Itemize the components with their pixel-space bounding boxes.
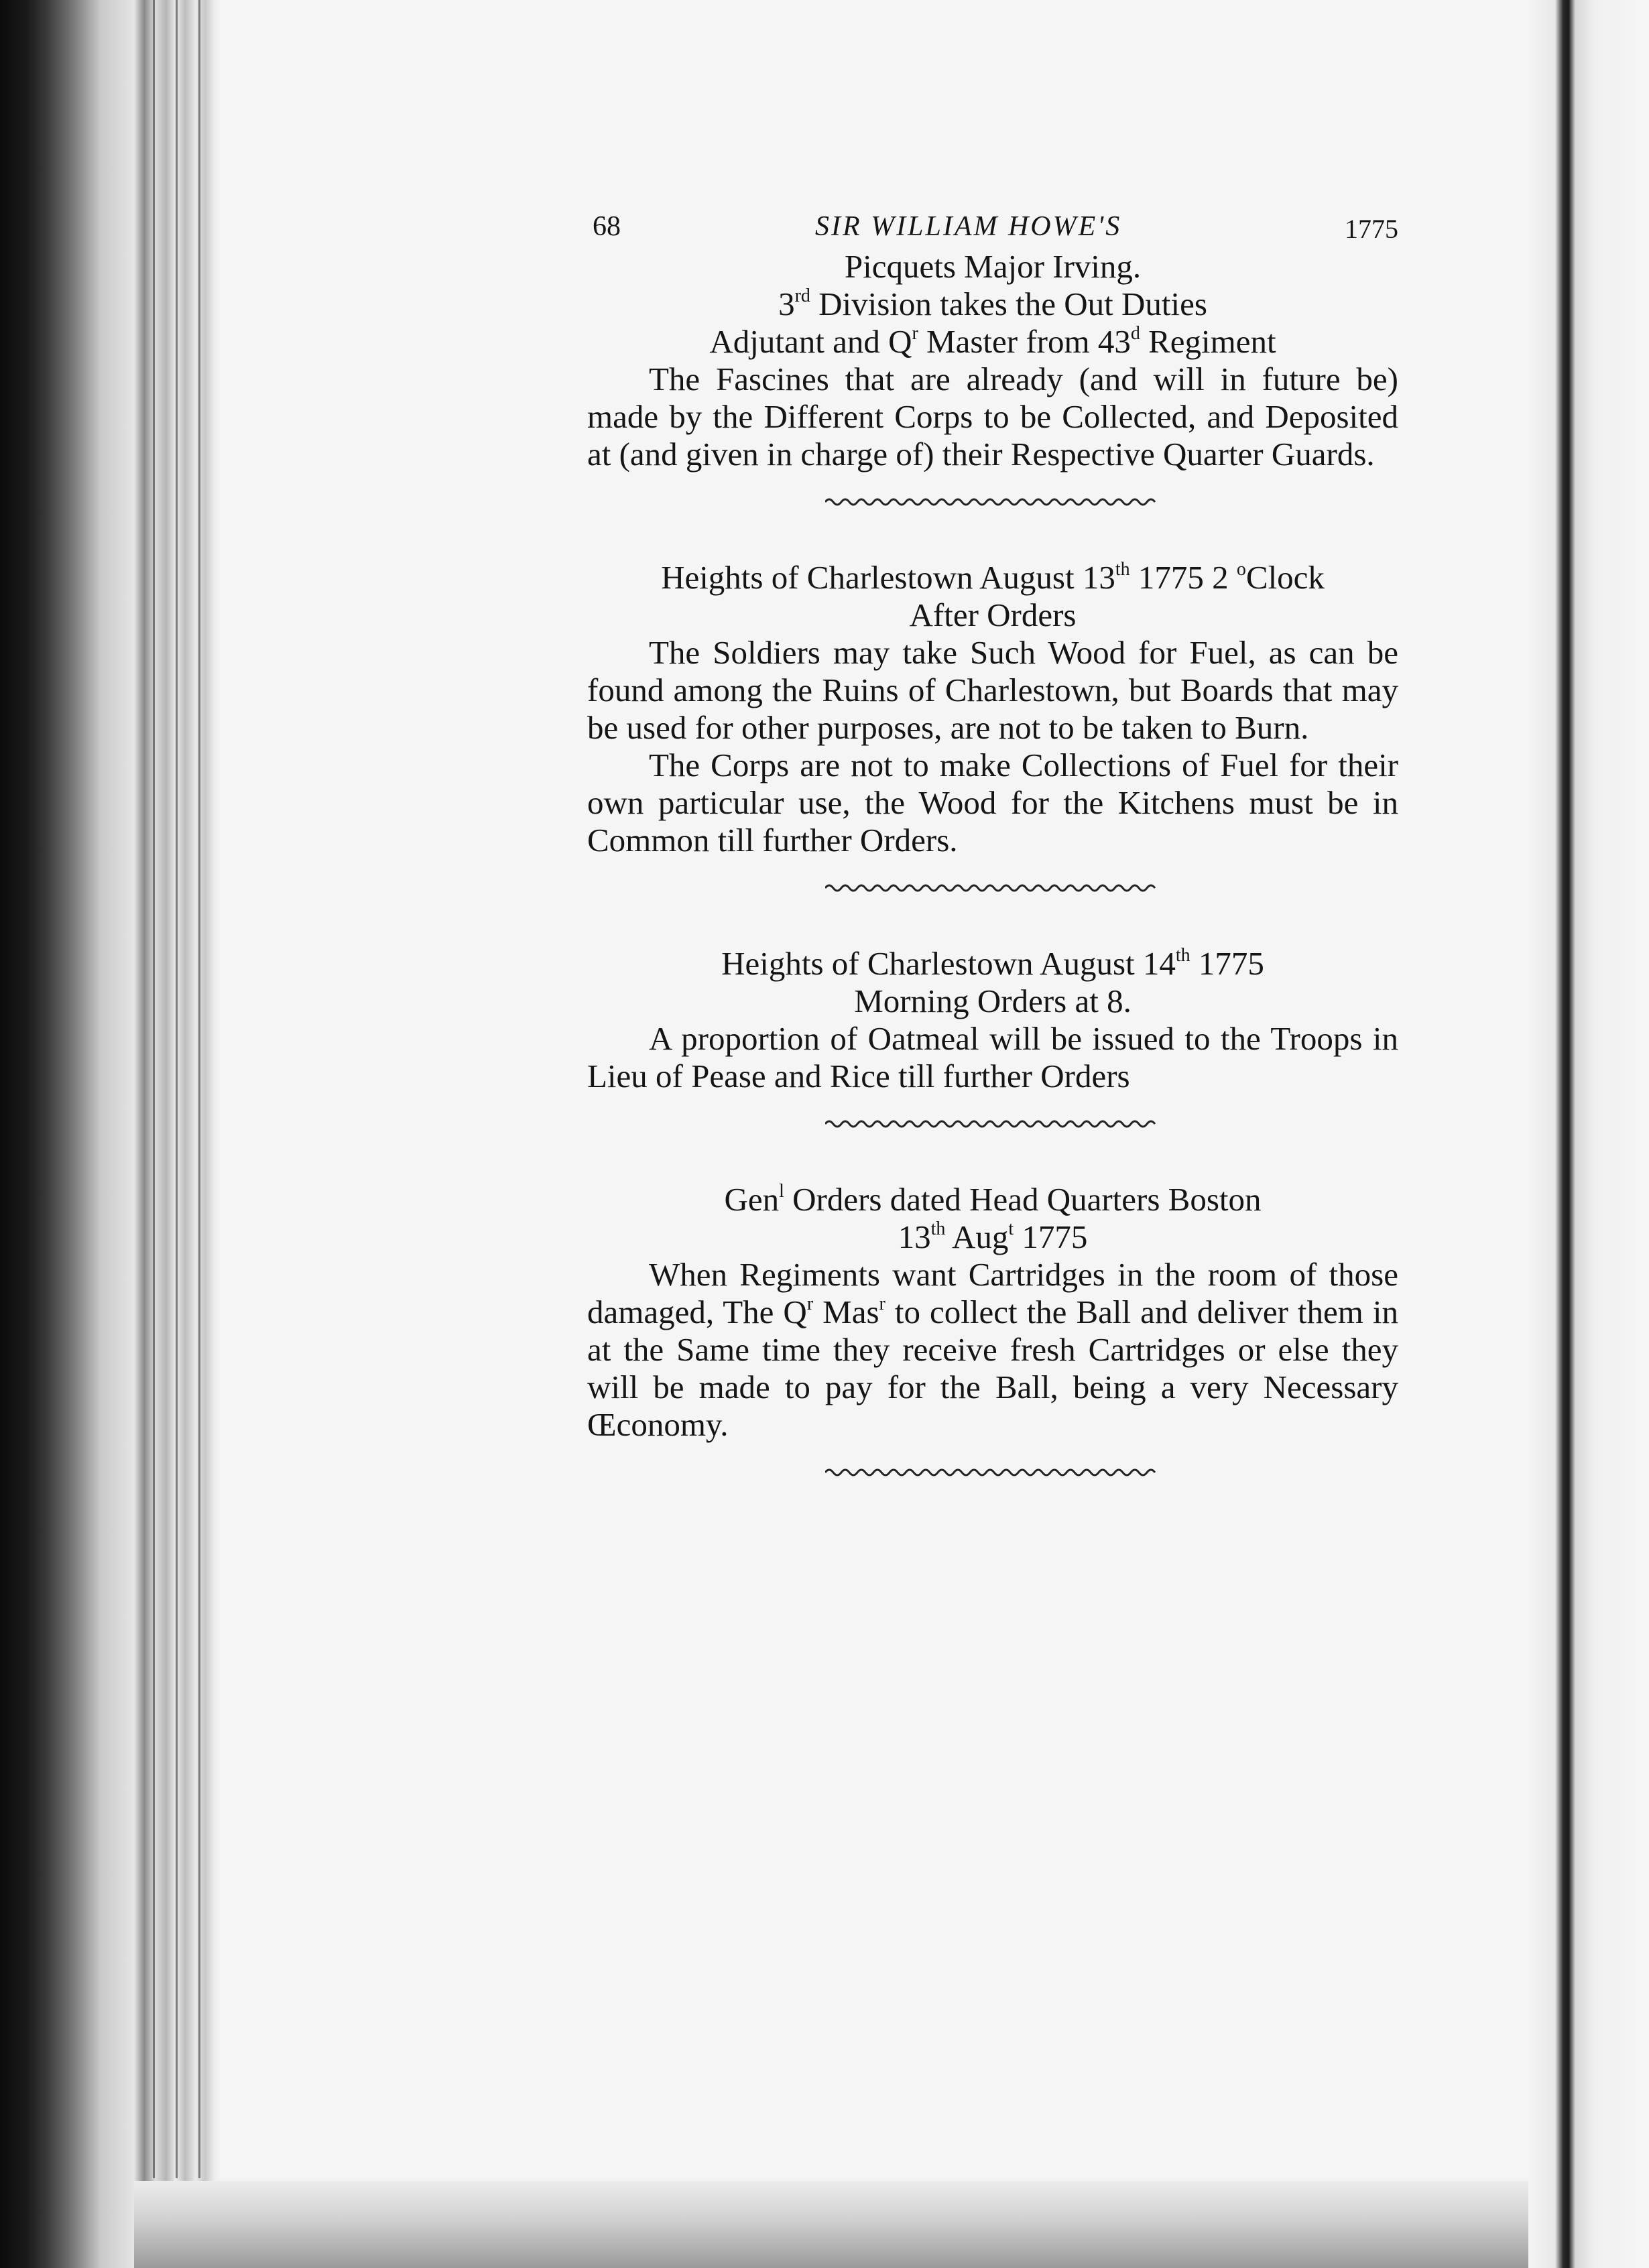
fuel-paragraph: The Soldiers may take Such Wood for Fuel, as can be found among the Ruins of Charlestown, but Boards that may be used for other purposes, are not to be taken to Burn. [587, 634, 1398, 746]
general-orders-heading: Gen$^l$ Orders dated Head Quarters Boston [724, 1181, 1262, 1218]
general-orders-date: 13th Aug$^t$ 1775 [898, 1218, 1088, 1255]
page-edge-line [198, 0, 200, 2178]
facing-page-edge [1528, 0, 1649, 2268]
page-edge-line [153, 0, 155, 2178]
after-orders-subheading: After Orders [909, 596, 1077, 633]
wavy-divider [825, 492, 1160, 512]
wavy-divider [825, 1114, 1160, 1134]
page-text [587, 201, 1398, 1483]
cartridges-paragraph: When Regiments want Cartridges in the room of those damaged, The $Q^r$ Mas$^r$ to collect the Ball and deliver them in at the Same time they receive fresh Cartridges or else they will be made to pay for the Ball, being a very Necessary Œconomy. [587, 1256, 1398, 1443]
oatmeal-paragraph: A proportion of Oatmeal will be issued to the Troops in Lieu of Pease and Rice till further Orders [587, 1020, 1398, 1094]
wavy-divider [825, 878, 1160, 898]
corps-paragraph: The Corps are not to make Collections of Fuel for their own particular use, the Wood for the Kitchens must be in Common till further Orders. [587, 747, 1398, 859]
after-orders-heading: Heights of Charlestown August 13th 1775 2 $^o$Clock [661, 559, 1325, 596]
wavy-divider [825, 1462, 1160, 1483]
morning-orders-heading: Heights of Charlestown August 14th 1775 [721, 945, 1264, 982]
page-edge-line [176, 0, 178, 2178]
running-year: 1775 [1345, 214, 1398, 244]
page-bottom-shadow [134, 2181, 1528, 2268]
picquets-line: Picquets Major Irving. [844, 248, 1142, 285]
fascines-paragraph: The Fascines that are already (and will in future be) made by the Different Corps to be Collected, and Deposited at (and given in charge of) their Respective Quarter Guards. [587, 361, 1398, 472]
running-head [587, 201, 1398, 248]
division-line: 3rd Division takes the Out Duties [778, 286, 1207, 322]
running-title: SIR WILLIAM HOWE'S [815, 211, 1122, 242]
adjutant-line: Adjutant and $Q^r$ Master from 43$^d$ Regiment [709, 323, 1276, 360]
page-number: 68 [593, 211, 621, 242]
book-binding [0, 0, 221, 2268]
morning-orders-subheading: Morning Orders at 8. [854, 983, 1132, 1019]
